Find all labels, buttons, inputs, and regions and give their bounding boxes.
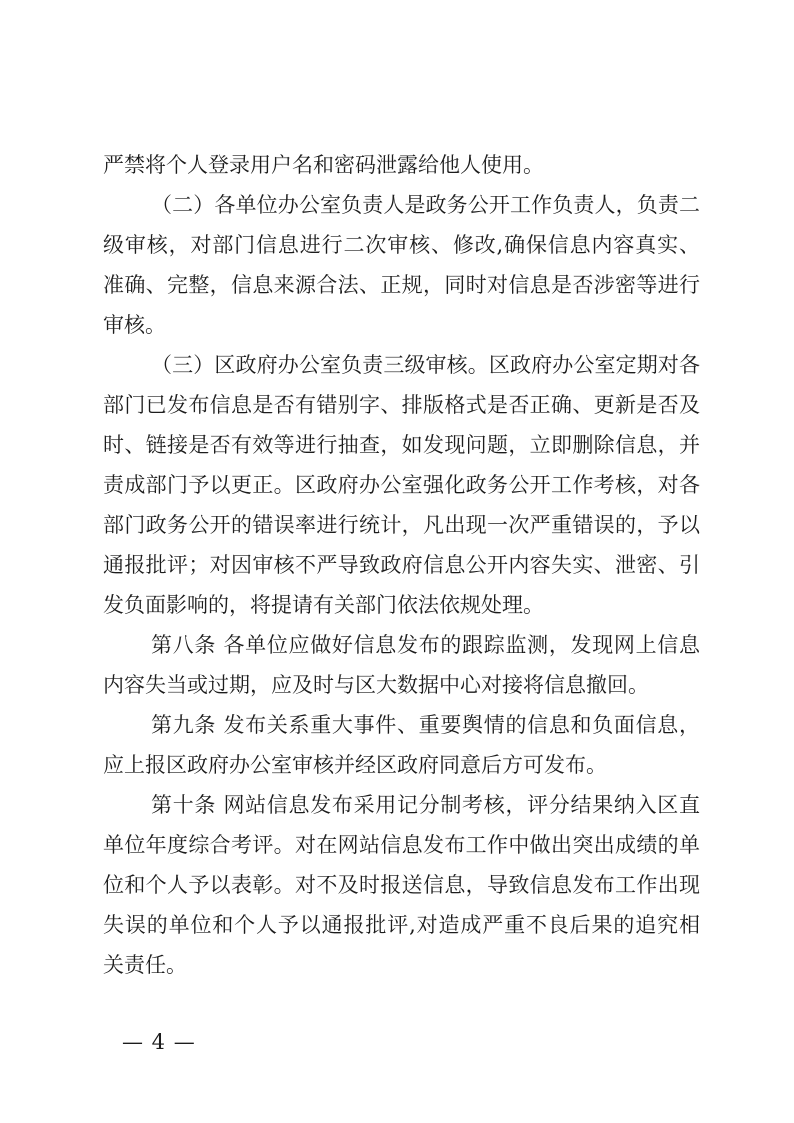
text-line: 部门政务公开的错误率进行统计，凡出现一次严重错误的，予以 [103, 513, 700, 537]
text-line: 内容失当或过期，应及时与区大数据中心对接将信息撤回。 [103, 673, 649, 697]
text-line: 责成部门予以更正。区政府办公室强化政务公开工作考核，对各 [103, 473, 700, 497]
text-line: 准确、完整，信息来源合法、正规，同时对信息是否涉密等进行 [103, 273, 700, 297]
text-line: 级审核，对部门信息进行二次审核、修改,确保信息内容真实、 [103, 233, 700, 257]
text-line: 严禁将个人登录用户名和密码泄露给他人使用。 [103, 153, 544, 177]
page-footer [122, 1022, 196, 1062]
text-line: 审核。 [103, 313, 166, 337]
text-line: 位和个人予以表彰。对不及时报送信息，导致信息发布工作出现 [103, 873, 700, 897]
text-line: 应上报区政府办公室审核并经区政府同意后方可发布。 [103, 753, 607, 777]
text-line: （二）各单位办公室负责人是政务公开工作负责人，负责二 [151, 193, 700, 217]
text-line: 失误的单位和个人予以通报批评,对造成严重不良后果的追究相 [103, 913, 700, 937]
page-number: — 4 — [122, 1030, 196, 1054]
text-line: 通报批评；对因审核不严导致政府信息公开内容失实、泄密、引 [103, 553, 700, 577]
text-line: 第九条 发布关系重大事件、重要舆情的信息和负面信息， [151, 713, 700, 737]
text-line: 第十条 网站信息发布采用记分制考核，评分结果纳入区直 [151, 793, 700, 817]
text-line: 单位年度综合考评。对在网站信息发布工作中做出突出成绩的单 [103, 833, 700, 857]
text-line: 关责任。 [103, 953, 187, 977]
text-line: 发负面影响的，将提请有关部门依法依规处理。 [103, 593, 544, 617]
text-line: 部门已发布信息是否有错别字、排版格式是否正确、更新是否及 [103, 393, 700, 417]
text-line: 时、链接是否有效等进行抽查，如发现问题，立即删除信息，并 [103, 433, 700, 457]
text-line: 第八条 各单位应做好信息发布的跟踪监测，发现网上信息 [151, 633, 700, 657]
document-body [103, 145, 700, 985]
text-line: （三）区政府办公室负责三级审核。区政府办公室定期对各 [151, 353, 700, 377]
